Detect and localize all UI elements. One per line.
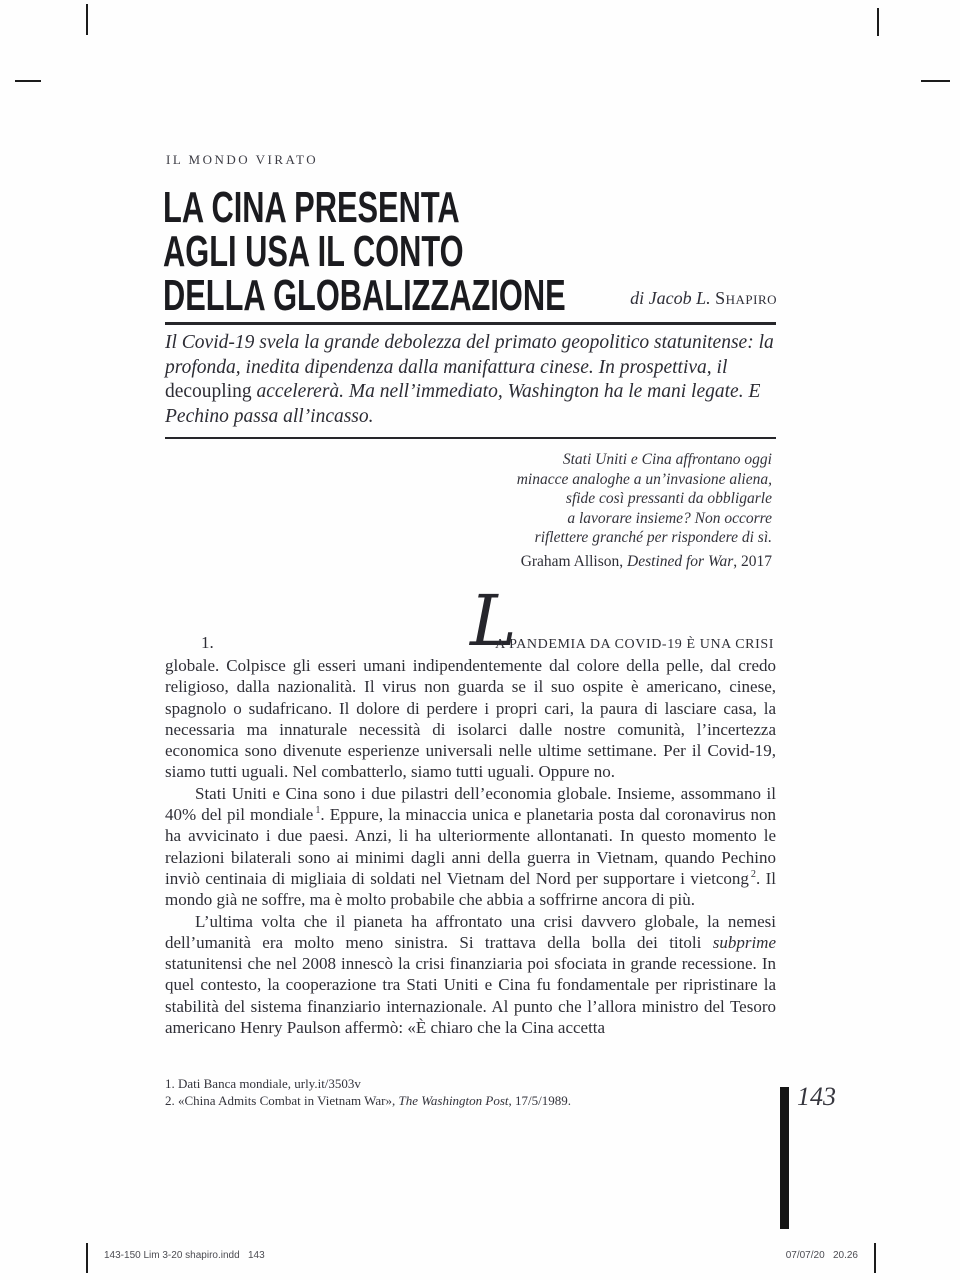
slug-filename: 143-150 Lim 3-20 shapiro.indd 143 [104, 1250, 265, 1261]
section-kicker: IL MONDO VIRATO [166, 152, 319, 167]
opening-small-caps: A PANDEMIA DA COVID-19 È UNA CRISI [495, 637, 774, 652]
epigraph-line: minacce analoghe a un’invasione aliena, [516, 470, 772, 488]
epigraph-line: riflettere granché per rispondere di sì. [534, 529, 772, 547]
epigraph [312, 450, 772, 572]
folio-bar [780, 1087, 789, 1229]
crop-mark-bottom-right-vertical [874, 1243, 876, 1273]
article-body [165, 655, 776, 1038]
byline-surname: Shapiro [715, 288, 777, 308]
body-paragraph-1: globale. Colpisce gli esseri umani indipendentemente dal colore della pelle, dal credo religioso, dalla nazionalità. Il virus non guarda se il suo ospite è americano, cinese, spagnolo o sudafricano. Il dolore di perdere i propri cari, la paura di lasciare casa, la necessaria ma innaturale necessità di isolarci dalle nostre comunità, l’incertezza economica sono divenute esperienze universali nelle ultime settimane. Per il Covid-19, siamo tutti uguali. Nel combatterlo, siamo tutti uguali. Oppure no. [165, 656, 776, 782]
epigraph-line: a lavorare insieme? Non occorre [567, 509, 772, 527]
section-opening [165, 580, 776, 662]
article-title [163, 183, 566, 320]
section-number: 1. [201, 633, 214, 652]
crop-mark-top-right-vertical [877, 8, 879, 36]
footnote-1: 1. Dati Banca mondiale, urly.it/3503v [165, 1076, 361, 1091]
body-paragraph-3: L’ultima volta che il pianeta ha affrontato una crisi davvero globale, la nemesi dell’umanità era molto meno sinistra. Si trattava della bolla dei titoli subprime statunitensi che nel 2008 innescò la crisi finanziaria poi sfociata in grande recessione. In quel contesto, la cooperazione tra Stati Uniti e Cina fu fondamentale per ripristinare la stabilità del sistema finanziario internazionale. Al punto che l’allora ministro del Tesoro americano Henry Paulson affermò: «È chiaro che la Cina accetta [165, 911, 776, 1038]
title-line-1: LA CINA PRESENTA [163, 183, 460, 232]
epigraph-attribution: Graham Allison, Destined for War, 2017 [520, 552, 772, 570]
crop-mark-left-horizontal [15, 80, 41, 82]
headline-rule [165, 322, 776, 325]
epigraph-line: sfide così pressanti da obbligarle [565, 490, 772, 508]
crop-mark-bottom-left-vertical [86, 1243, 88, 1273]
crop-mark-top-left-vertical [86, 4, 88, 35]
slug-timestamp: 07/07/20 20.26 [785, 1250, 858, 1261]
byline [630, 288, 777, 309]
footnote-2: 2. «China Admits Combat in Vietnam War», The Washington Post, 17/5/1989. [165, 1092, 572, 1108]
crop-mark-right-horizontal [921, 80, 950, 82]
drop-cap: L [470, 580, 517, 662]
page-number: 143 [797, 1082, 836, 1111]
abstract-rule [165, 437, 776, 439]
body-paragraph-2: Stati Uniti e Cina sono i due pilastri dell’economia globale. Insieme, assommano il 40% del pil mondiale $^1$. Eppure, la minaccia unica e planetaria posta dal coronavirus non ha avvicinato i due paesi. Anzi, li ha ulteriormente allontanati. In questo momento le relazioni bilaterali sono ai minimi dagli anni della guerra in Vietnam, quando Pechino inviò centinaia di migliaia di soldati nel Vietnam del Nord per supportare i vietcong $^2$. Il mondo già ne soffre, ma è molto probabile che abbia a soffrirne ancora di più. [165, 783, 776, 910]
title-line-3: DELLA GLOBALIZZAZIONE [163, 271, 566, 320]
byline-name: Jacob L. [648, 288, 716, 308]
title-line-2: AGLI USA IL CONTO [163, 227, 464, 276]
epigraph-line: Stati Uniti e Cina affrontano oggi [562, 451, 772, 468]
byline-prefix: di [630, 288, 649, 308]
abstract: Il Covid-19 svela la grande debolezza del primato geopolitico statunitense: la profonda, inedita dipendenza dalla manifattura cinese. In prospettiva, il decoupling accelererà. Ma nell’immediato, Washington ha le mani legate. E Pechino passa all’incasso. [165, 332, 774, 427]
footnotes [165, 1076, 776, 1109]
